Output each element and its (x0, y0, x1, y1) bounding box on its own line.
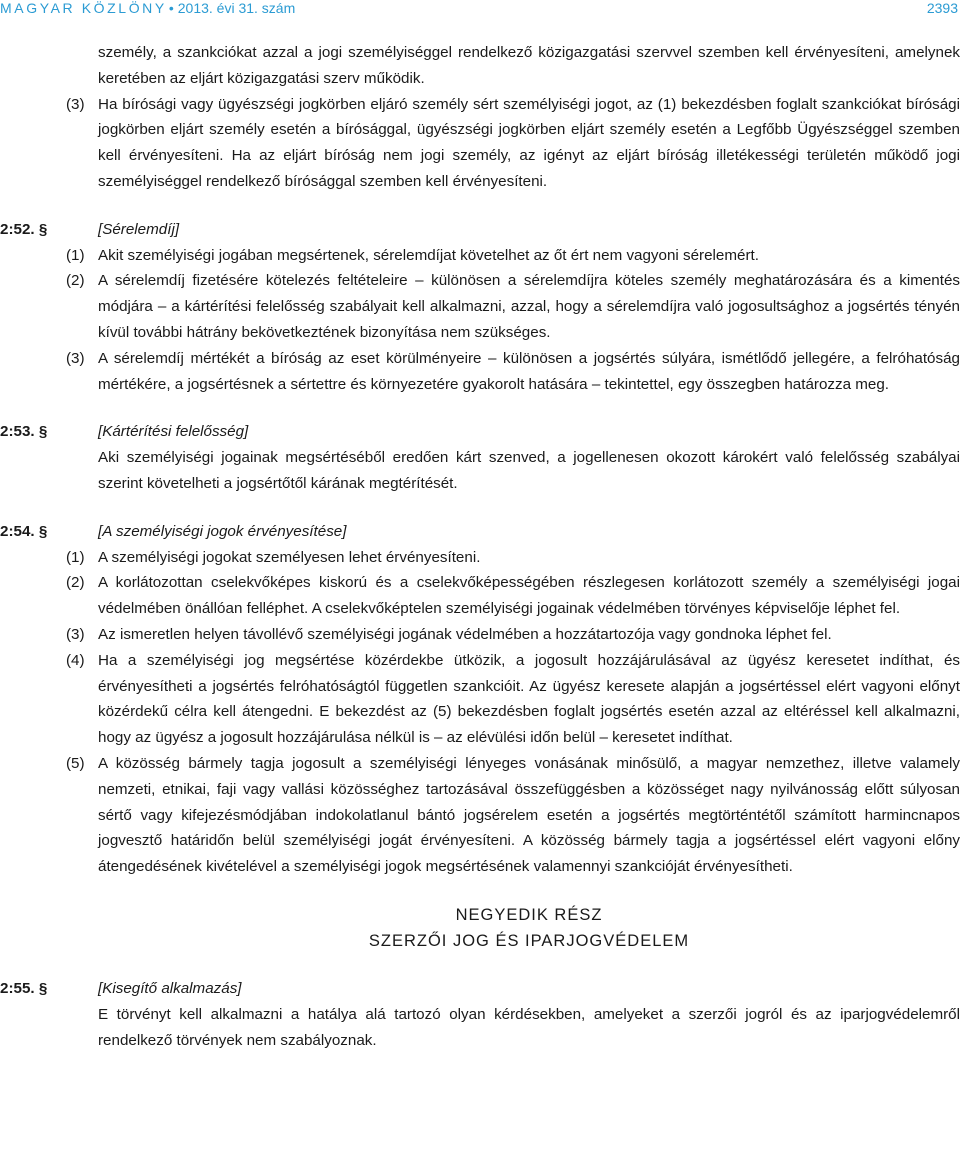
paragraph-text: Ha bírósági vagy ügyészségi jogkörben eljáró személy sért személyiségi jogot, az (1) bekezdésben foglalt szankciókat bírósági jogkörben eljárt személy esetén a bírósággal, ügyészségi jogkörben eljárt személy esetén a Legfőbb Ügyészséggel szemben kell érvényesíteni. Ha az eljárt bíróság nem jogi személy, az igényt az eljárt bíróság illetékességi területén működő jogi személyiséggel rendelkező bírósággal szemben kell érvényesíteni. (98, 95, 960, 190)
numbered-paragraph (0, 268, 960, 345)
section-heading (0, 419, 960, 445)
section-symbol: § (38, 423, 48, 441)
paragraph-text: Akit személyiségi jogában megsértenek, sérelemdíjat követelhet az őt ért nem vagyoni sérelemért. (98, 246, 759, 264)
section-body: Aki személyiségi jogainak megsértéséből eredően kárt szenved, a jogellenesen okozott károkért való felelősség szabályai szerint követelheti a jogsértőtől kárának megtérítését. (98, 449, 960, 492)
sections-a (0, 217, 960, 880)
paragraph-text: A közösség bármely tagja jogosult a személyiségi lényeges vonásának minősülő, a magyar nemzethez, illetve valamely nemzeti, etnikai, faji vagy vallási közösséghez tartozásával összefüggésben a közösséget nagy nyilvánosság előtt súlyosan sértő vagy kifejezésmódjában indokolatlanul bántó jogsérelem esetén a jogsértés megtörténtétől számított harmincnapos jogvesztő határidőn belül személyiségi jogát érvényesíteni. A közösség bármely tagja a jogsértéssel elért vagyoni előny átengedésének kivételével a személyiségi jogok megsértésének valamennyi szankcióját érvényesítheti. (98, 754, 960, 876)
document-body (0, 40, 960, 1053)
paragraph-text: Az ismeretlen helyen távollévő személyiségi jogának védelmében a hozzátartozója vagy gondnoka léphet fel. (98, 625, 832, 643)
numbered-paragraph (0, 622, 960, 648)
section (0, 976, 960, 1053)
part-number: NEGYEDIK RÉSZ (455, 905, 603, 924)
paragraph-text: A korlátozottan cselekvőképes kiskorú és a cselekvőképességében részlegesen korlátozott személy a személyiségi jogai védelmében önállóan felléphet. A cselekvőképtelen személyiségi jogainak védelmében törvényes képviselője léphet fel. (98, 574, 960, 618)
section-heading (0, 217, 960, 243)
journal-name: MAGYAR KÖZLÖNY (0, 0, 167, 16)
intro-items (0, 92, 960, 195)
section (0, 419, 960, 496)
bullet-separator: • (168, 0, 174, 16)
section-title: [A személyiségi jogok érvényesítése] (98, 522, 347, 540)
section (0, 217, 960, 398)
section-symbol: § (38, 522, 48, 540)
numbered-paragraph (0, 545, 960, 571)
part-heading (0, 902, 960, 954)
section-title: [Kártérítési felelősség] (98, 423, 249, 441)
paragraph-text: A sérelemdíj mértékét a bíróság az eset körülményeire – különösen a jogsértés súlyára, ismétlődő jellegére, a felróhatóság mértékére, a jogsértésnek a sértettre és környezetére gyakorolt hatására – tekintettel, egy összegben határozza meg. (98, 349, 960, 393)
paragraph-number: (3) (66, 349, 85, 367)
section (0, 519, 960, 880)
section-body: E törvényt kell alkalmazni a hatálya alá tartozó olyan kérdésekben, amelyeket a szerzői jogról és az iparjogvédelemről rendelkező törvények nem szabályoznak. (98, 1005, 960, 1049)
page-number: 2393 (926, 0, 958, 16)
section-heading (0, 519, 960, 545)
paragraph-text: A sérelemdíj fizetésére kötelezés feltételeire – különösen a sérelemdíjra köteles személy meghatározására és a kimentés módjára – a kártérítési felelősség szabályait kell alkalmazni, azzal, hogy a sérelemdíjra való jogosultsághoz a jogsértés tényén kívül további hátrány bekövetkeztének bizonyítása nem szükséges. (98, 272, 960, 341)
section-title: [Kisegítő alkalmazás] (98, 979, 242, 997)
page-header (0, 0, 960, 16)
section-number (0, 419, 47, 445)
numbered-paragraph (0, 570, 960, 622)
paragraph-number: (2) (66, 272, 85, 290)
numbered-paragraph (0, 92, 960, 195)
section-number (0, 519, 47, 545)
paragraph-text: Ha a személyiségi jog megsértése közérdekbe ütközik, a jogosult hozzájárulásával az ügyész keresetet indíthat, és érvényesítheti a jogsértés felróhatóságtól független szankcióit. Az ügyész keresete alapján a jogsértéssel elért vagyoni előnyt közérdekű célra kell átengedni. E bekezdést az (5) bekezdésben foglalt jogsértés esetén azzal az eltéréssel kell alkalmazni, hogy az ügyész a jogosult hozzájárulása nélkül is – az elévülési időn belül – keresetet indíthat. (98, 651, 960, 747)
paragraph-number: (1) (66, 548, 85, 566)
section-number-text: 2:55. (0, 979, 35, 997)
section-number-text: 2:53. (0, 423, 35, 441)
paragraph-number: (5) (66, 754, 85, 772)
paragraph-number: (3) (66, 625, 85, 643)
paragraph-number: (1) (66, 246, 85, 264)
section-symbol: § (38, 220, 48, 238)
paragraph-number: (2) (66, 574, 85, 592)
paragraph-number: (4) (66, 651, 85, 669)
section-heading (0, 976, 960, 1002)
section-number-text: 2:54. (0, 522, 35, 540)
numbered-paragraph (0, 648, 960, 751)
sections-b (0, 976, 960, 1053)
section-title: [Sérelemdíj] (98, 220, 180, 238)
numbered-paragraph (0, 243, 960, 269)
intro-continuation: személy, a szankciókat azzal a jogi személyiséggel rendelkező közigazgatási szervvel szemben kell érvényesíteni, amelynek keretében az eljárt közigazgatási szerv működik. (98, 44, 960, 87)
numbered-paragraph (0, 346, 960, 398)
paragraph-text: A személyiségi jogokat személyesen lehet érvényesíteni. (98, 548, 481, 566)
section-symbol: § (38, 979, 48, 997)
issue-date: 2013. évi 31. szám (177, 0, 296, 16)
part-title: SZERZŐI JOG ÉS IPARJOGVÉDELEM (368, 931, 690, 950)
paragraph-number: (3) (66, 95, 85, 113)
numbered-paragraph (0, 751, 960, 880)
section-number-text: 2:52. (0, 220, 35, 238)
section-number (0, 976, 47, 1002)
journal-header (0, 0, 295, 16)
section-number (0, 217, 47, 243)
